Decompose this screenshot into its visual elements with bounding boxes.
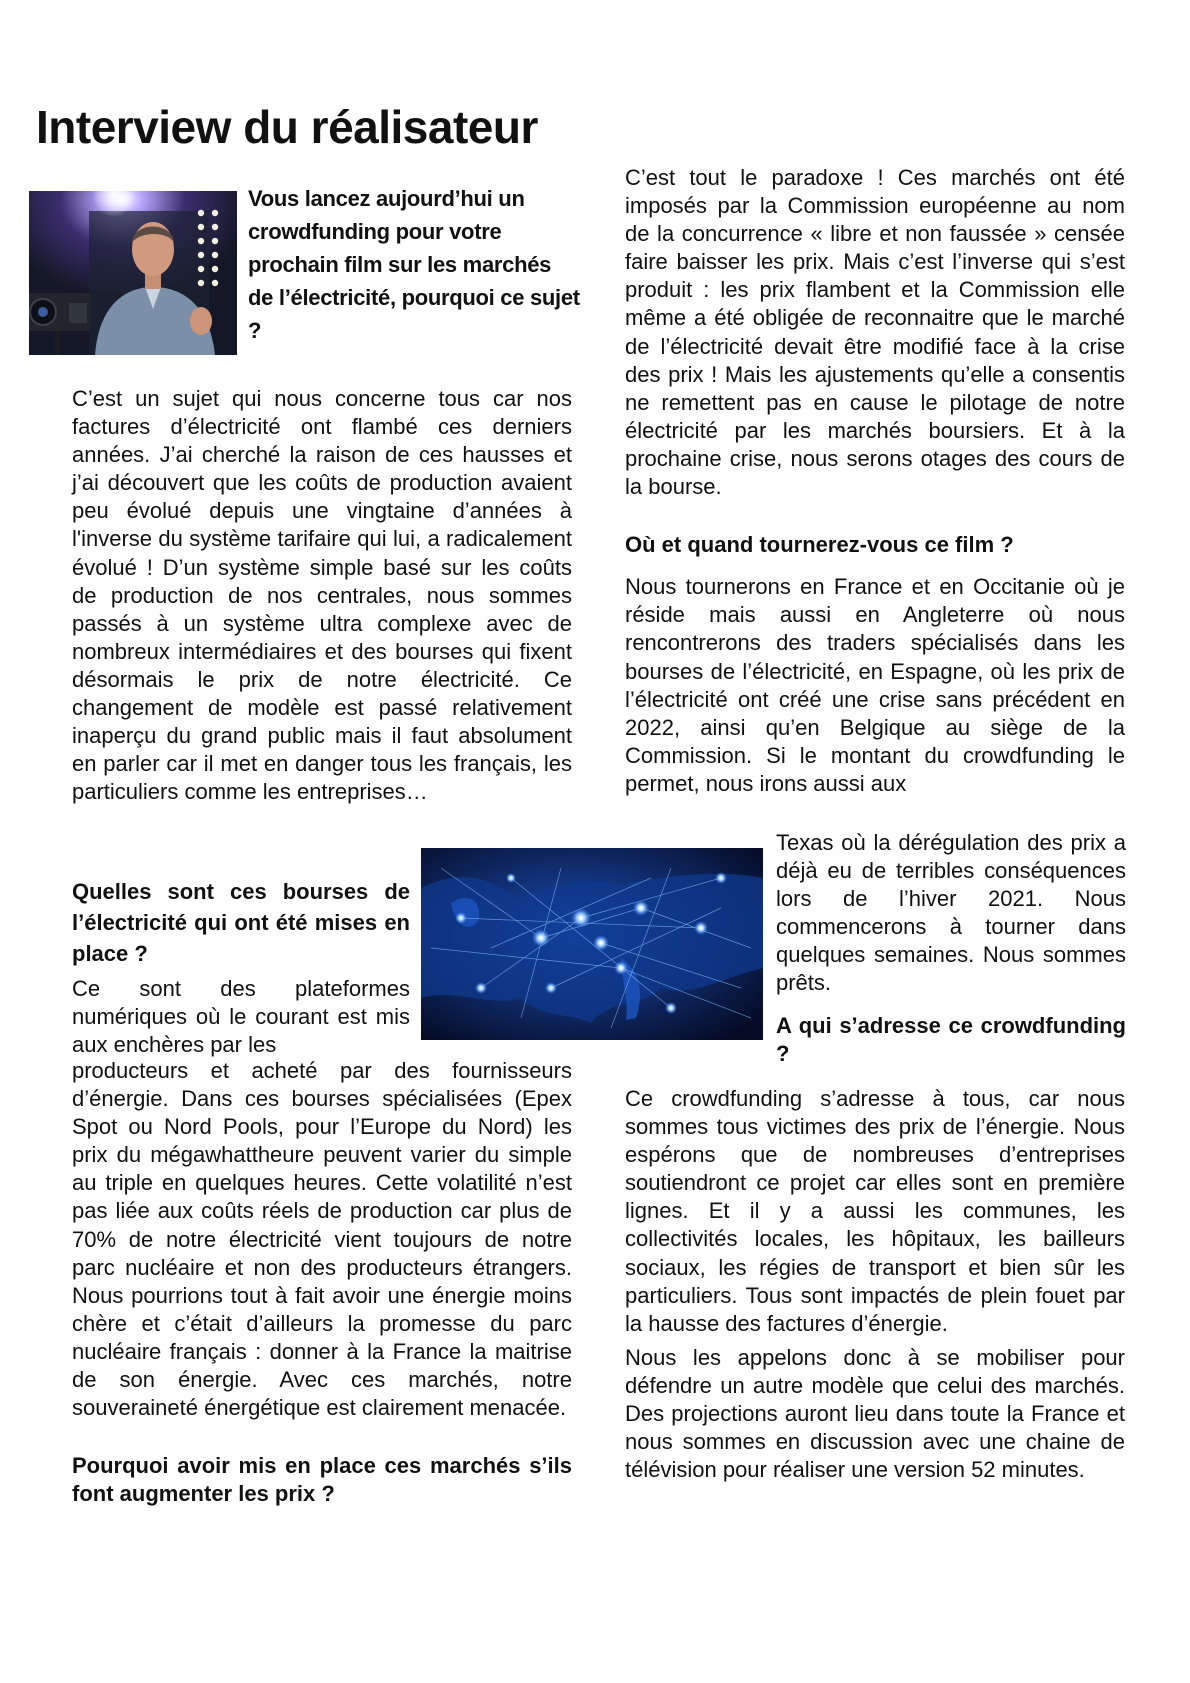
answer-4-part-2: Texas où la dérégulation des prix a déjà eu de terribles conséquences lors de l’hiver 2021. Nous commencerons à tourner dans quelques semaines. Nous sommes prêts. — [776, 830, 1126, 996]
question-4: Où et quand tournerez-vous ce film ? — [625, 532, 1014, 558]
answer-4-continued — [776, 829, 1126, 1068]
europe-network-map — [421, 848, 763, 1040]
answer-4-part-1: Nous tournerons en France et en Occitanie où je réside mais aussi en Angleterre où nous rencontrerons des traders spécialisés dans les bourses de l’électricité, en Espagne, où les prix de l’électricité ont créé une crise sans précédent en 2022, ainsi qu’en Belgique au siège de la Commission. Si le montant du crowdfunding le permet, nous irons aussi aux — [625, 574, 1125, 796]
answer-3-column — [625, 164, 1125, 798]
question-2-block — [72, 876, 410, 1059]
answer-5-column — [625, 1085, 1125, 1484]
answer-2-continued — [72, 1057, 572, 1508]
question-5: A qui s’adresse ce crowdfunding ? — [776, 1012, 1126, 1066]
director-photo — [29, 191, 237, 355]
answer-2-part-2: producteurs et acheté par des fournisseurs d’énergie. Dans ces bourses spécialisées (Epex Spot ou Nord Pools, pour l’Europe du Nord) les prix du mégawhattheure peuvent varier du simple au triple en quelques heures. Cette volatilité n’est pas liée aux coûts réels de production car plus de 70% de notre électricité vient toujours de notre parc nucléaire et non des producteurs étrangers. Nous pourrions tout à fait avoir une énergie moins chère et c’était d’ailleurs la promesse du parc nucléaire français : donner à la France la maitrise de son énergie. Avec ces marchés, notre souveraineté énergétique est clairement menacée. — [72, 1058, 572, 1421]
answer-1-column — [72, 385, 572, 806]
question-2: Quelles sont ces bourses de l’électricité qui ont été mises en place ? — [72, 879, 410, 966]
answer-6: Nous les appelons donc à se mobiliser pour défendre un autre modèle que celui des marchés. Des projections auront lieu dans toute la France et nous sommes en discussion avec une chaine de télévision pour réaliser une version 52 minutes. — [625, 1344, 1125, 1483]
question-intro: Vous lancez aujourd’hui un crowdfunding pour votre prochain film sur les marchés de l’électricité, pourquoi ce sujet ? — [248, 186, 580, 343]
answer-3: C’est tout le paradoxe ! Ces marchés ont été imposés par la Commission européenne au nom de la concurrence « libre et non faussée » censée faire baisser les prix. Mais c’est l’inverse qui s’est produit : les prix flambent et la Commission elle même a été obligée de reconnaitre que le marché de l’électricité devait être modifié face à la crise des prix ! Mais les ajustements qu’elle a consentis ne remettent pas en cause le pilotage de notre électricité par les marchés boursiers. Et à la prochaine crise, nous serons otages des cours de la bourse. — [625, 165, 1125, 500]
answer-5: Ce crowdfunding s’adresse à tous, car nous sommes tous victimes des prix de l’énergie. Nous espérons que de nombreuses d’entreprises soutiendront ce projet car elles sont en première lignes. Et il y a aussi les communes, les collectivités locales, les hôpitaux, les bailleurs sociaux, les régies de transport et bien sûr les particuliers. Tous sont impactés de plein fouet par la hausse des factures d’énergie. — [625, 1086, 1125, 1336]
answer-1: C’est un sujet qui nous concerne tous car nos factures d’électricité ont flambé ces derniers années. J’ai cherché la raison de ces hausses et j’ai découvert que les coûts de production avaient peu évolué depuis une vingtaine d’années à l'inverse du système tarifaire qui lui, a radicalement évolué ! D’un système simple basé sur les coûts de production de nos centrales, nous sommes passés à un système ultra complexe avec de nombreux intermédiaires et des bourses qui fixent désormais le prix de notre électricité. Ce changement de modèle est passé relativement inaperçu du grand public mais il faut absolument en parler car il met en danger tous les français, les particuliers comme les entreprises… — [72, 386, 572, 805]
answer-2-part-1: Ce sont des plateformes numériques où le courant est mis aux enchères par les — [72, 976, 410, 1058]
page-title: Interview du réalisateur — [36, 101, 538, 153]
question-3: Pourquoi avoir mis en place ces marchés s’ils font augmenter les prix ? — [72, 1453, 572, 1507]
